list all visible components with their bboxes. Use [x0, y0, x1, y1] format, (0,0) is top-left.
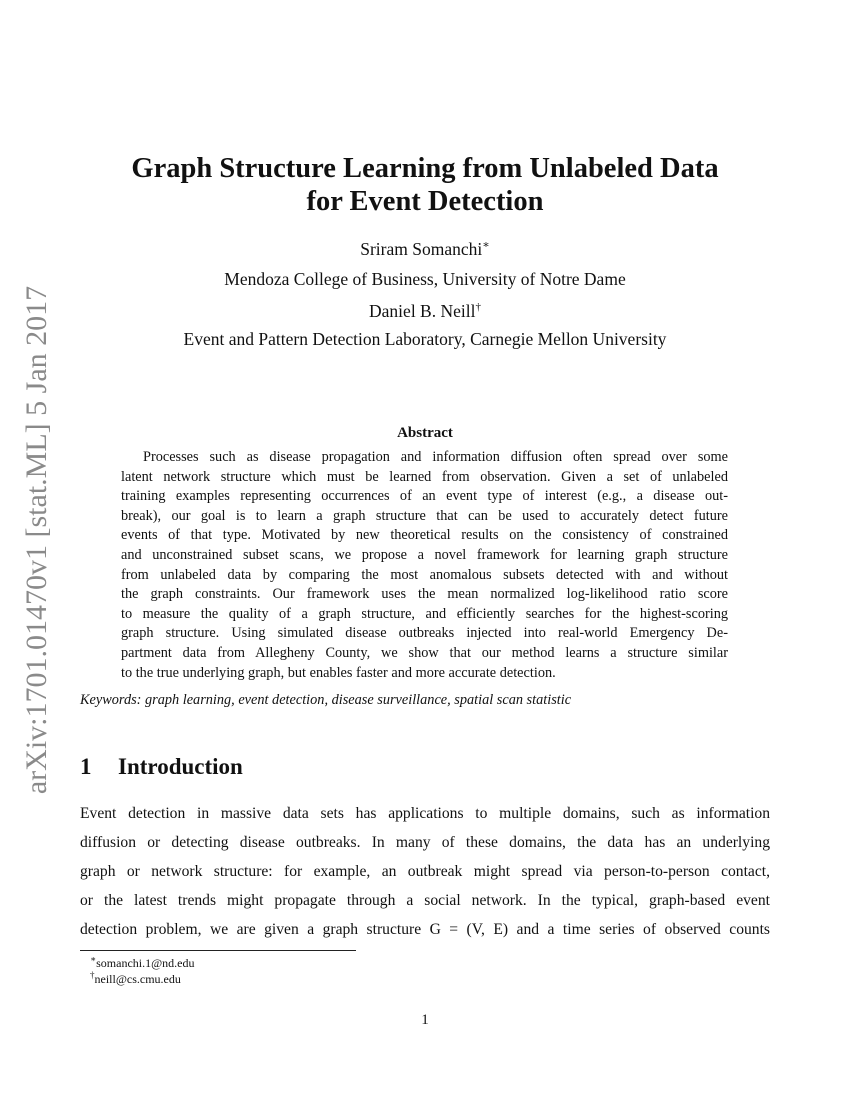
footnote-text: neill@cs.cmu.edu [94, 972, 181, 986]
footnote-1 [90, 954, 195, 971]
body-line: diffusion or detecting disease outbreaks. In many of these domains, the data has an underlying [80, 834, 770, 851]
abstract-line: partment data from Allegheny County, we show that our method learns a structure similar [121, 645, 728, 661]
footnote-text: somanchi.1@nd.edu [96, 956, 195, 970]
abstract-line: latent network structure which must be learned from observation. Given a set of unlabeled [121, 468, 728, 485]
author-2-name: Daniel B. Neill [369, 301, 476, 321]
abstract-line: graph structure. Using simulated disease outbreaks injected into real-world Emergency De- [121, 625, 728, 642]
body-line: detection problem, we are given a graph structure G = (V, E) and a time series of observed counts [80, 921, 770, 938]
paper-title-line-2: for Event Detection [306, 186, 544, 217]
arxiv-stamp: arXiv:1701.01470v1 [stat.ML] 5 Jan 2017 [20, 285, 53, 795]
author-1-affiliation: Mendoza College of Business, University of Notre Dame [224, 269, 626, 289]
footnote-mark: ∗ [90, 954, 97, 964]
abstract-line: Processes such as disease propagation and information diffusion often spread over some [143, 449, 728, 465]
section-number: 1 [80, 754, 92, 779]
abstract-line: the graph constraints. Our framework uses the mean normalized log-likelihood ratio score [121, 586, 728, 603]
abstract-line: training examples representing occurrences of an event type of interest (e.g., a disease out- [121, 488, 728, 505]
abstract-line: to measure the quality of a graph structure, and efficiently searches for the highest-scoring [121, 605, 728, 622]
author-2-affiliation: Event and Pattern Detection Laboratory, Carnegie Mellon University [183, 329, 667, 349]
footnote-2 [90, 970, 181, 987]
abstract-heading: Abstract [397, 425, 453, 441]
body-line: or the latest trends might propagate through a social network. In the typical, graph-based event [80, 892, 770, 909]
keywords: Keywords: graph learning, event detection, disease surveillance, spatial scan statistic [80, 692, 572, 708]
abstract-line: and unconstrained subset scans, we propose a novel framework for learning graph structure [121, 547, 728, 563]
abstract-line: break), our goal is to learn a graph structure that can be used to accurately detect future [121, 507, 728, 524]
footnote-rule [80, 950, 356, 951]
abstract-line: from unlabeled data by comparing the most anomalous subsets detected with and without [121, 566, 728, 583]
author-name [0, 238, 850, 260]
footnote-mark: † [90, 970, 95, 980]
abstract-line: events of that type. Motivated by new theoretical results on the consistency of constrained [121, 527, 728, 544]
author-name [0, 301, 850, 322]
paper-title-line-1: Graph Structure Learning from Unlabeled Data [131, 153, 719, 184]
body-line: graph or network structure: for example, an outbreak might spread via person-to-person contact, [80, 863, 770, 880]
page-number: 1 [421, 1012, 429, 1028]
author-2-mark: † [475, 301, 481, 314]
section-title: Introduction [118, 754, 243, 779]
author-1-name: Sriram Somanchi [360, 238, 483, 259]
abstract-line: to the true underlying graph, but enables faster and more accurate detection. [121, 664, 556, 681]
author-1-mark: ∗ [482, 239, 490, 251]
section-heading [80, 754, 243, 780]
body-line: Event detection in massive data sets has applications to multiple domains, such as information [80, 805, 770, 822]
